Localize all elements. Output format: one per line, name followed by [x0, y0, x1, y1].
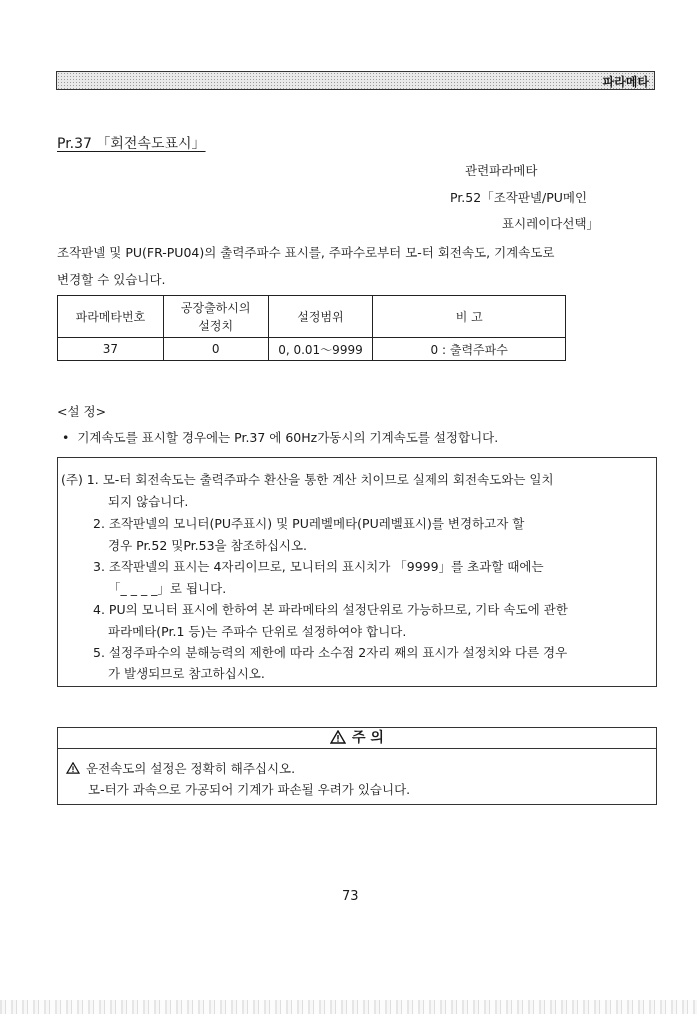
parameter-table	[57, 295, 566, 361]
warning-icon	[330, 730, 346, 744]
note-line: 파라메타(Pr.1 등)는 주파수 단위로 설정하여야 합니다.	[108, 624, 407, 639]
warning-icon	[66, 762, 80, 774]
setting-heading: <설 정>	[57, 404, 107, 419]
table-cell-param-number: 37	[58, 338, 164, 361]
related-param-line-2: 표시레이다선택」	[502, 216, 600, 231]
page-number: 73	[342, 889, 359, 904]
intro-text-line-2: 변경할 수 있습니다.	[57, 272, 166, 287]
bullet-icon: •	[62, 430, 78, 445]
table-row	[58, 338, 566, 361]
note-line: 5. 설정주파수의 분해능력의 제한에 따라 소수점 2자리 째의 표시가 설정치와 다른 경우	[93, 645, 568, 660]
table-header-factory-setting-line-2: 설정치	[198, 318, 234, 333]
table-header-remarks: 비 고	[373, 296, 566, 338]
table-header-param-number: 파라메타번호	[58, 296, 164, 338]
caution-header	[58, 728, 656, 749]
notes-box	[57, 457, 657, 687]
caution-text-2: 모-터가 과속으로 가공되어 기계가 파손될 우려가 있습니다.	[88, 782, 411, 797]
note-line: 「_ _ _ _」로 됩니다.	[108, 581, 227, 596]
note-line: 3. 조작판넬의 표시는 4자리이므로, 모니터의 표시치가 「9999」를 초과할 때에는	[93, 559, 544, 574]
scan-edge-artifact	[0, 1000, 697, 1014]
parameter-title: Pr.37 「회전속도표시」	[57, 136, 206, 152]
caution-box	[57, 727, 657, 805]
caution-line-1	[66, 759, 295, 777]
table-header-factory-setting-line-1: 공장출하시의	[180, 300, 251, 315]
caution-text-1: 운전속도의 설정은 정확히 해주십시오.	[86, 761, 296, 776]
table-cell-setting-range: 0, 0.01～9999	[268, 338, 373, 361]
note-line: (주) 1. 모-터 회전속도는 출력주파수 환산을 통한 계산 치이므로 실제의 회전속도와는 일치	[61, 472, 554, 487]
note-line: 4. PU의 모니터 표시에 한하여 본 파라메타의 설정단위로 가능하므로, 기타 속도에 관한	[93, 602, 568, 617]
section-header-band	[56, 71, 655, 90]
table-header-factory-setting	[163, 296, 268, 338]
related-param-line-1: Pr.52「조작판넬/PU메인	[450, 190, 588, 205]
setting-bullet-text: 기계속도를 표시할 경우에는 Pr.37 에 60Hz가동시의 기계속도를 설정합니다.	[77, 430, 499, 445]
section-label: 파라메타	[602, 75, 649, 89]
caution-title: 주 의	[352, 730, 384, 746]
intro-text-line-1: 조작판넬 및 PU(FR-PU04)의 출력주파수 표시를, 주파수로부터 모-터 회전속도, 기계속도로	[57, 245, 555, 260]
table-header-setting-range: 설정범위	[268, 296, 373, 338]
table-cell-remarks: 0 : 출력주파수	[373, 338, 566, 361]
setting-bullet-item	[62, 428, 498, 446]
note-line: 되지 않습니다.	[108, 494, 189, 509]
table-header-row	[58, 296, 566, 338]
note-line: 경우 Pr.52 및Pr.53을 참조하십시오.	[108, 538, 308, 553]
note-line: 가 발생되므로 참고하십시오.	[108, 666, 265, 681]
related-params-heading: 관련파라메타	[465, 163, 538, 178]
note-line: 2. 조작판넬의 모니터(PU주표시) 및 PU레벨메타(PU레벨표시)를 변경하고자 할	[93, 516, 525, 531]
table-cell-factory-setting: 0	[163, 338, 268, 361]
